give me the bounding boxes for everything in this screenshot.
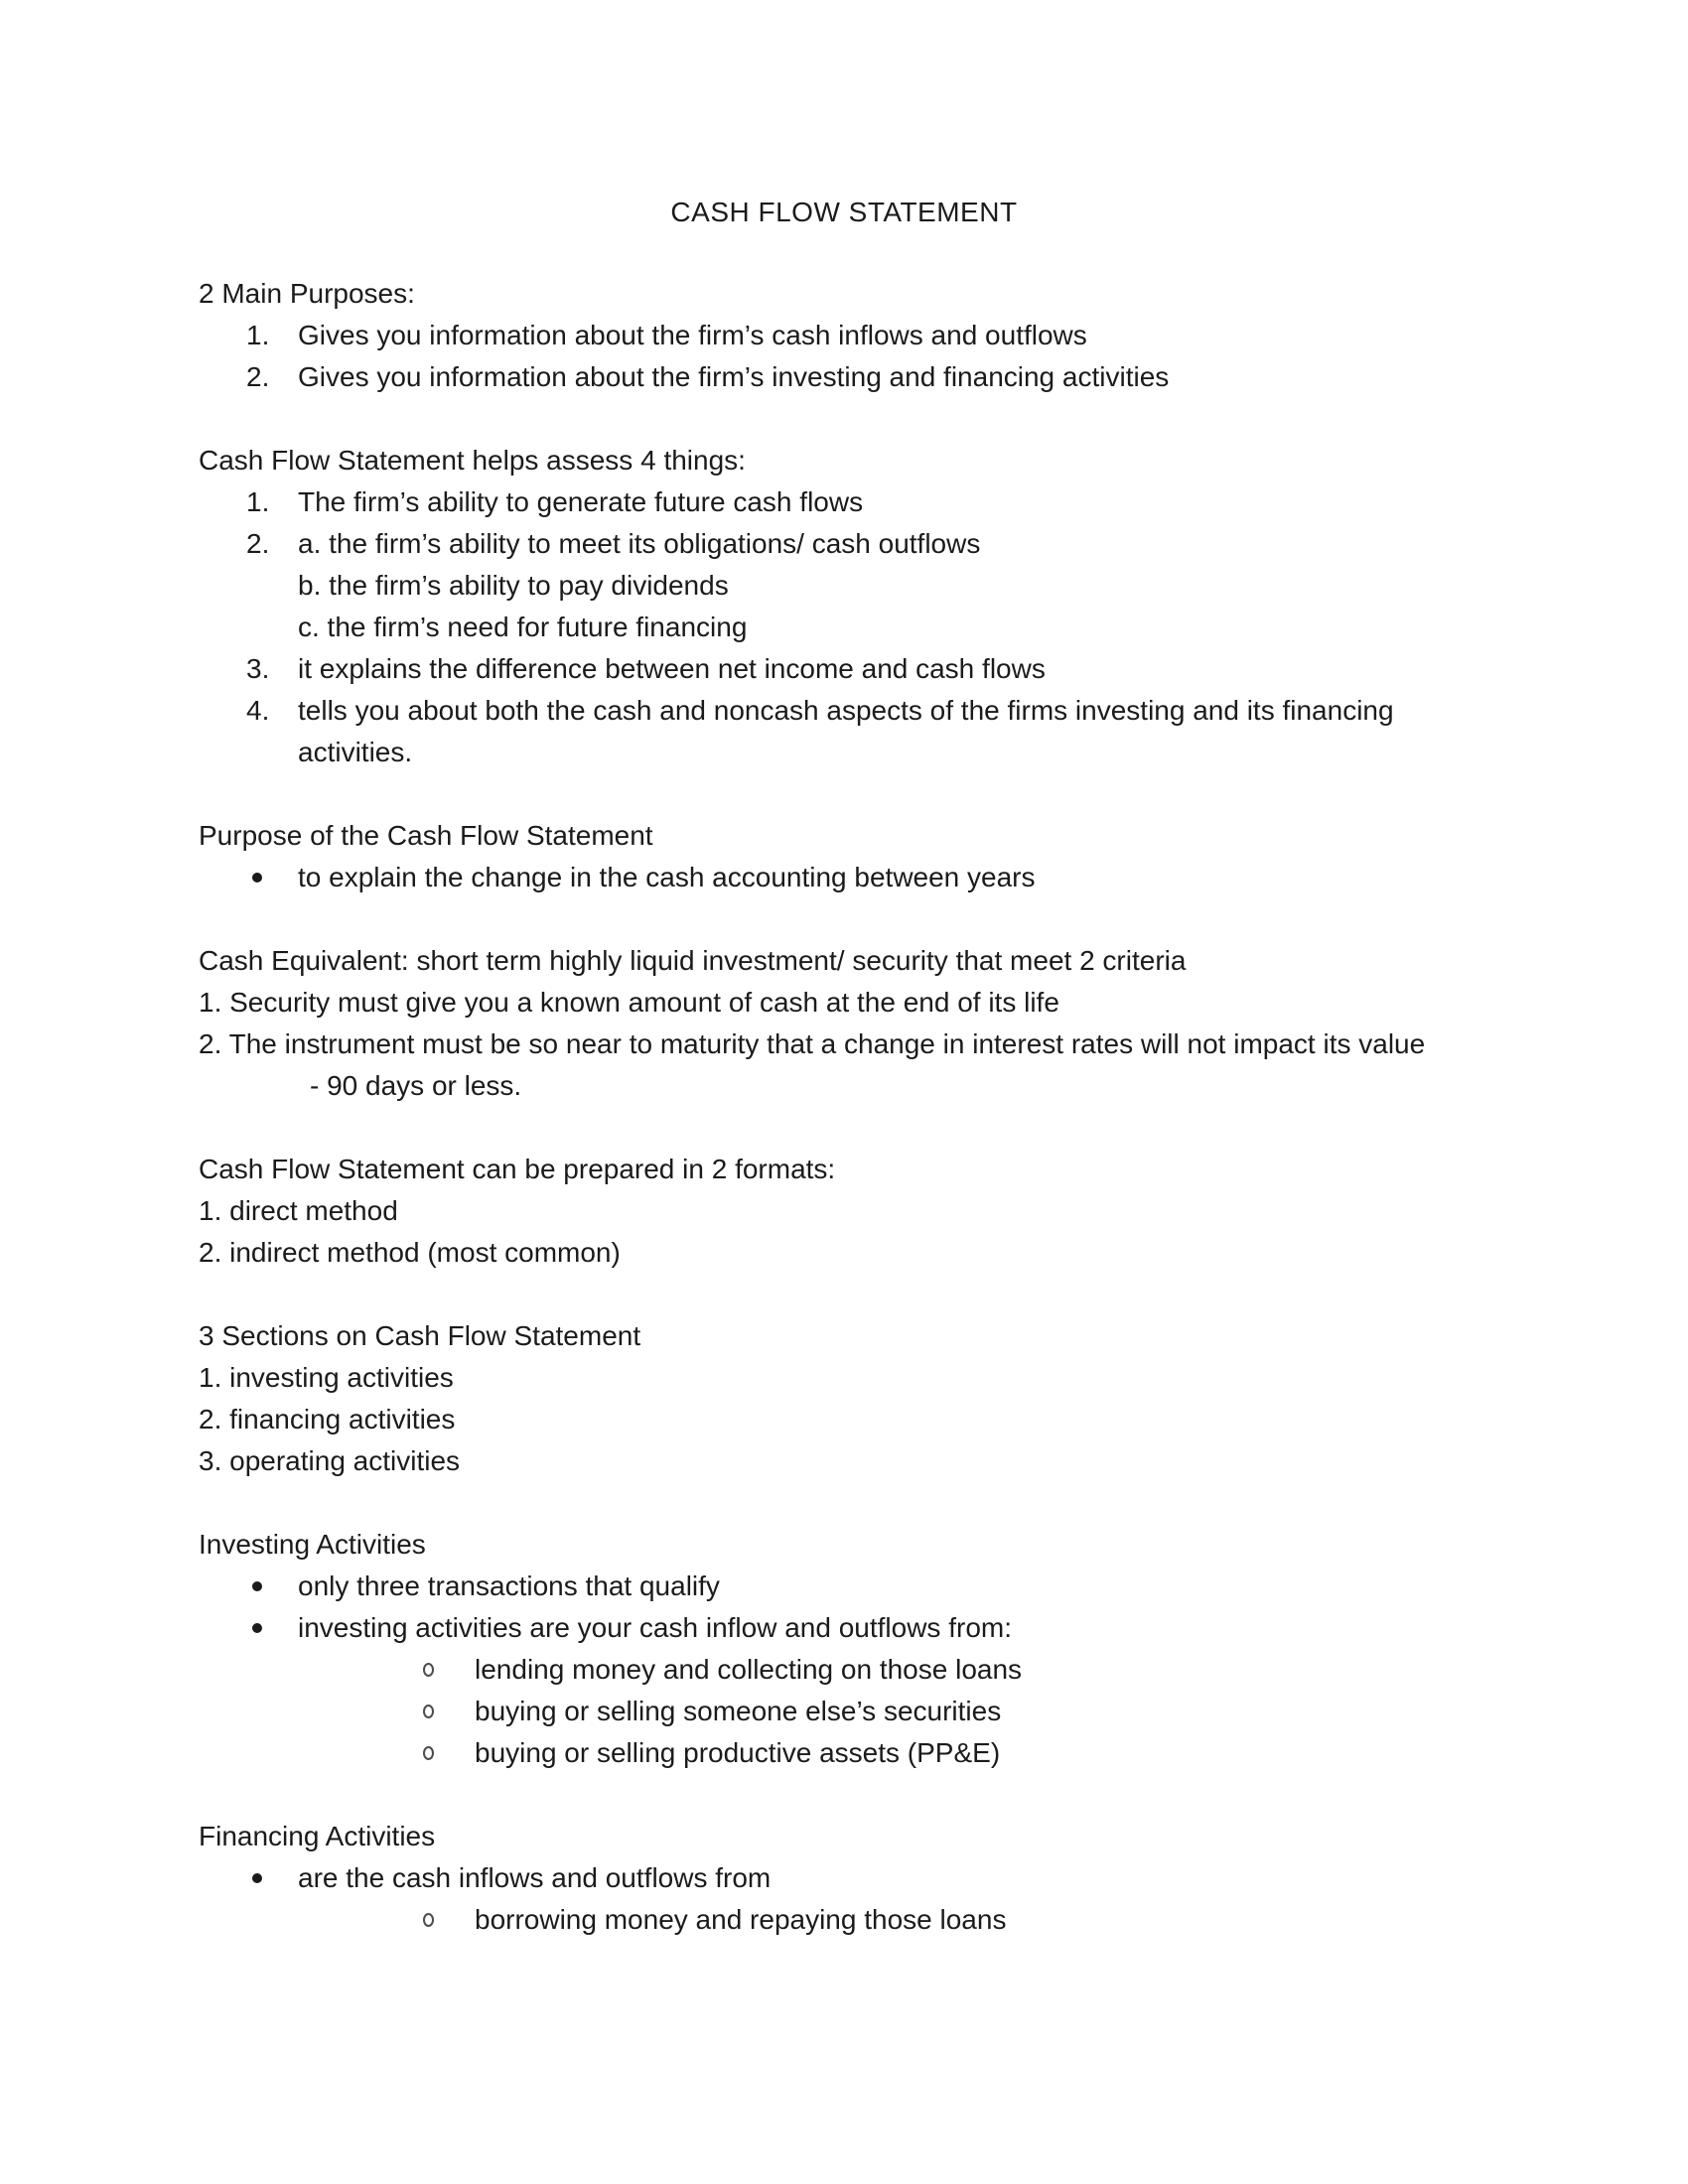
bullet-item-text: to explain the change in the cash accounting between years — [298, 862, 1036, 892]
list-item-continuation: b. the firm’s ability to pay dividends — [298, 570, 729, 601]
section-heading: Cash Flow Statement helps assess 4 things: — [199, 445, 746, 476]
list-item — [199, 481, 1589, 523]
list-number: 1. — [246, 486, 270, 517]
bullet-item-text: investing activities are your cash inflow and outflows from: — [298, 1612, 1012, 1643]
text-line: 1. Security must give you a known amount of cash at the end of its life — [199, 987, 1059, 1018]
text-line-indented: - 90 days or less. — [310, 1070, 522, 1101]
text-line: 2. indirect method (most common) — [199, 1237, 621, 1268]
list-item-text: The firm’s ability to generate future cash flows — [298, 486, 864, 517]
sub-bullet-item-text: buying or selling productive assets (PP&E) — [475, 1737, 1001, 1768]
section-investing-activities — [199, 1524, 1589, 1774]
list-item — [199, 356, 1589, 398]
list-number: 2. — [246, 528, 270, 559]
sub-bullet-item — [199, 1899, 1589, 1941]
circle-bullet-icon — [423, 1746, 434, 1760]
list-number: 1. — [246, 320, 270, 350]
text-line: 2. financing activities — [199, 1404, 456, 1434]
list-item-text: Gives you information about the firm’s cash inflows and outflows — [298, 320, 1087, 350]
list-item — [199, 315, 1589, 356]
sub-bullet-item — [199, 1649, 1589, 1691]
sub-bullet-item — [199, 1732, 1589, 1774]
sub-bullet-item-text: borrowing money and repaying those loans — [475, 1904, 1007, 1935]
section-cash-equivalent — [199, 940, 1589, 1107]
bullet-item-text: are the cash inflows and outflows from — [298, 1862, 772, 1893]
list-item — [199, 690, 1589, 732]
list-number: 4. — [246, 695, 270, 726]
circle-bullet-icon — [423, 1705, 434, 1718]
bullet-icon — [252, 1873, 262, 1883]
circle-bullet-icon — [423, 1913, 434, 1927]
circle-bullet-icon — [423, 1663, 434, 1677]
section-heading: 2 Main Purposes: — [199, 278, 415, 309]
bullet-item — [199, 1566, 1589, 1607]
section-heading: Financing Activities — [199, 1821, 436, 1851]
bullet-icon — [252, 1581, 262, 1591]
list-item-continuation: c. the firm’s need for future financing — [298, 612, 748, 642]
bullet-icon — [252, 1623, 262, 1633]
text-line: 1. investing activities — [199, 1362, 454, 1393]
section-three-sections — [199, 1315, 1589, 1482]
section-heading: Cash Flow Statement can be prepared in 2 formats: — [199, 1154, 836, 1184]
list-item-text: tells you about both the cash and noncash aspects of the firms investing and its financing — [298, 695, 1394, 726]
section-formats — [199, 1149, 1589, 1274]
document-title: CASH FLOW STATEMENT — [670, 197, 1018, 227]
section-heading: 3 Sections on Cash Flow Statement — [199, 1320, 641, 1351]
list-item-continuation: activities. — [298, 737, 413, 767]
section-heading: Purpose of the Cash Flow Statement — [199, 820, 653, 851]
bullet-item — [199, 1607, 1589, 1649]
list-item-text: a. the firm’s ability to meet its obligations/ cash outflows — [298, 528, 981, 559]
list-item-text: Gives you information about the firm’s investing and financing activities — [298, 361, 1170, 392]
section-main-purposes — [199, 273, 1589, 398]
section-purpose — [199, 815, 1589, 898]
bullet-item — [199, 1857, 1589, 1899]
sub-bullet-item — [199, 1691, 1589, 1732]
list-item-text: it explains the difference between net income and cash flows — [298, 653, 1046, 684]
text-line: 1. direct method — [199, 1195, 398, 1226]
bullet-item — [199, 857, 1589, 898]
list-item — [199, 523, 1589, 565]
section-heading: Cash Equivalent: short term highly liquid investment/ security that meet 2 criteria — [199, 945, 1187, 976]
bullet-icon — [252, 873, 262, 883]
bullet-item-text: only three transactions that qualify — [298, 1570, 720, 1601]
sub-bullet-item-text: buying or selling someone else’s securities — [475, 1696, 1002, 1726]
text-line: 3. operating activities — [199, 1445, 461, 1476]
document-content — [199, 192, 1589, 1941]
list-item — [199, 648, 1589, 690]
sub-bullet-item-text: lending money and collecting on those loans — [475, 1654, 1023, 1685]
list-number: 2. — [246, 361, 270, 392]
list-number: 3. — [246, 653, 270, 684]
section-financing-activities — [199, 1816, 1589, 1941]
text-line: 2. The instrument must be so near to maturity that a change in interest rates will not impact its value — [199, 1028, 1426, 1059]
section-assess — [199, 440, 1589, 773]
section-heading: Investing Activities — [199, 1529, 426, 1560]
